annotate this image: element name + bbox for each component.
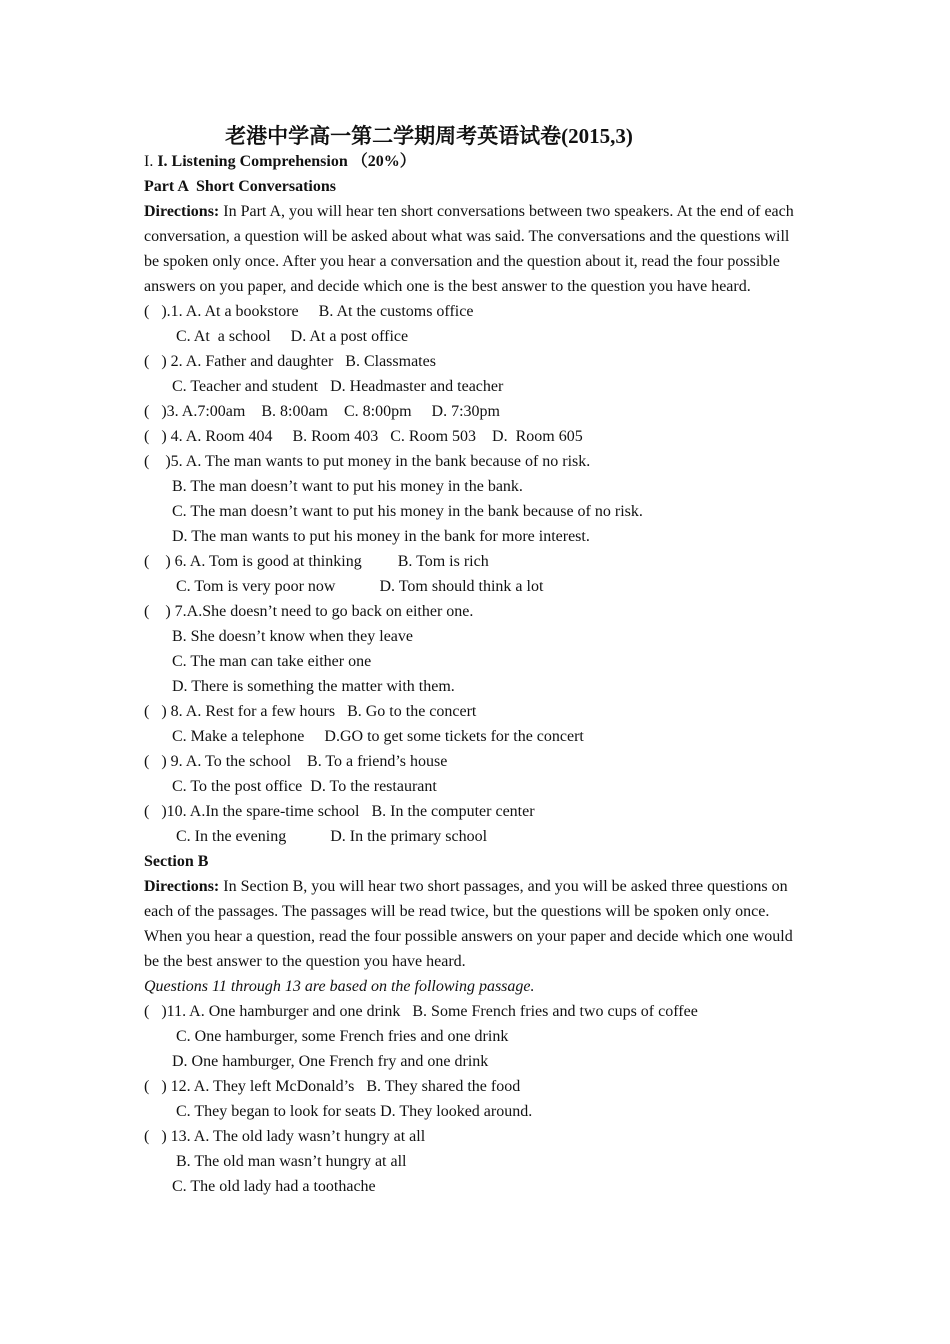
exam-body [144, 149, 804, 1199]
question-line: C. Teacher and student D. Headmaster and teacher [144, 378, 504, 395]
question-line: B. She doesn’t know when they leave [144, 628, 413, 645]
section-b-heading: Section B [144, 853, 209, 870]
question-line: ( ) 9. A. To the school B. To a friend’s house [144, 753, 448, 770]
page-title: 老港中学高一第二学期周考英语试卷(2015,3) [225, 124, 633, 148]
question-line: C. The man can take either one [144, 653, 372, 670]
question-line: B. The old man wasn’t hungry at all [144, 1153, 407, 1170]
question-line: C. In the evening D. In the primary school [144, 828, 488, 845]
question-line: ( ) 8. A. Rest for a few hours B. Go to the concert [144, 703, 477, 720]
question-line: C. To the post office D. To the restaurant [144, 778, 437, 795]
question-line: B. The man doesn’t want to put his money in the bank. [144, 478, 523, 495]
question-line: C. They began to look for seats D. They looked around. [144, 1103, 533, 1120]
question-line: C. One hamburger, some French fries and one drink [144, 1028, 509, 1045]
section-b-directions [144, 874, 804, 974]
question-line: D. There is something the matter with them. [144, 678, 455, 695]
section-b-directions-label: Directions: [144, 878, 220, 895]
question-line: C. At a school D. At a post office [144, 328, 409, 345]
question-line: C. The old lady had a toothache [144, 1178, 376, 1195]
part-a-questions [144, 299, 804, 849]
question-line: C. Make a telephone D.GO to get some tickets for the concert [144, 728, 584, 745]
question-line: ( ) 12. A. They left McDonald’s B. They shared the food [144, 1078, 521, 1095]
question-line: ( ) 2. A. Father and daughter B. Classmates [144, 353, 436, 370]
question-line: C. The man doesn’t want to put his money in the bank because of no risk. [144, 503, 643, 520]
question-line: ( )5. A. The man wants to put money in the bank because of no risk. [144, 453, 591, 470]
section-b-directions-text: In Section B, you will hear two short passages, and you will be asked three questions on each of the passages. The passages will be read twice, but the questions will be spoken only once. When you hear a question, read the four possible answers on your paper and decide which one would be the best answer to the question you have heard. [144, 878, 793, 970]
question-line: ( )3. A.7:00am B. 8:00am C. 8:00pm D. 7:30pm [144, 403, 500, 420]
question-line: ( ).1. A. At a bookstore B. At the customs office [144, 303, 474, 320]
question-line: ( ) 7.A.She doesn’t need to go back on either one. [144, 603, 474, 620]
question-line: C. Tom is very poor now D. Tom should think a lot [144, 578, 544, 595]
part1-heading [144, 149, 804, 174]
question-line: ( ) 6. A. Tom is good at thinking B. Tom is rich [144, 553, 489, 570]
question-line: ( )10. A.In the spare-time school B. In the computer center [144, 803, 535, 820]
part1-prefix: I. [144, 153, 158, 170]
part-a-directions-text: In Part A, you will hear ten short conversations between two speakers. At the end of each conversation, a question will be asked about what was said. The conversations and the questions will be spoken only once. After you hear a conversation and the question about it, read the four possible answers on you paper, and decide which one is the best answer to the question you have heard. [144, 203, 794, 295]
question-line: ( ) 13. A. The old lady wasn’t hungry at all [144, 1128, 426, 1145]
question-line: ( )11. A. One hamburger and one drink B. Some French fries and two cups of coffee [144, 1003, 698, 1020]
question-line: ( ) 4. A. Room 404 B. Room 403 C. Room 503 D. Room 605 [144, 428, 583, 445]
passage-note: Questions 11 through 13 are based on the following passage. [144, 978, 535, 995]
part-a-heading: Part A Short Conversations [144, 178, 336, 195]
section-b-questions [144, 999, 804, 1199]
question-line: D. The man wants to put his money in the bank for more interest. [144, 528, 590, 545]
part1-heading-text: I. Listening Comprehension （20%） [157, 153, 416, 170]
question-line: D. One hamburger, One French fry and one drink [144, 1053, 489, 1070]
part-a-directions-label: Directions: [144, 203, 220, 220]
part-a-directions [144, 199, 804, 299]
